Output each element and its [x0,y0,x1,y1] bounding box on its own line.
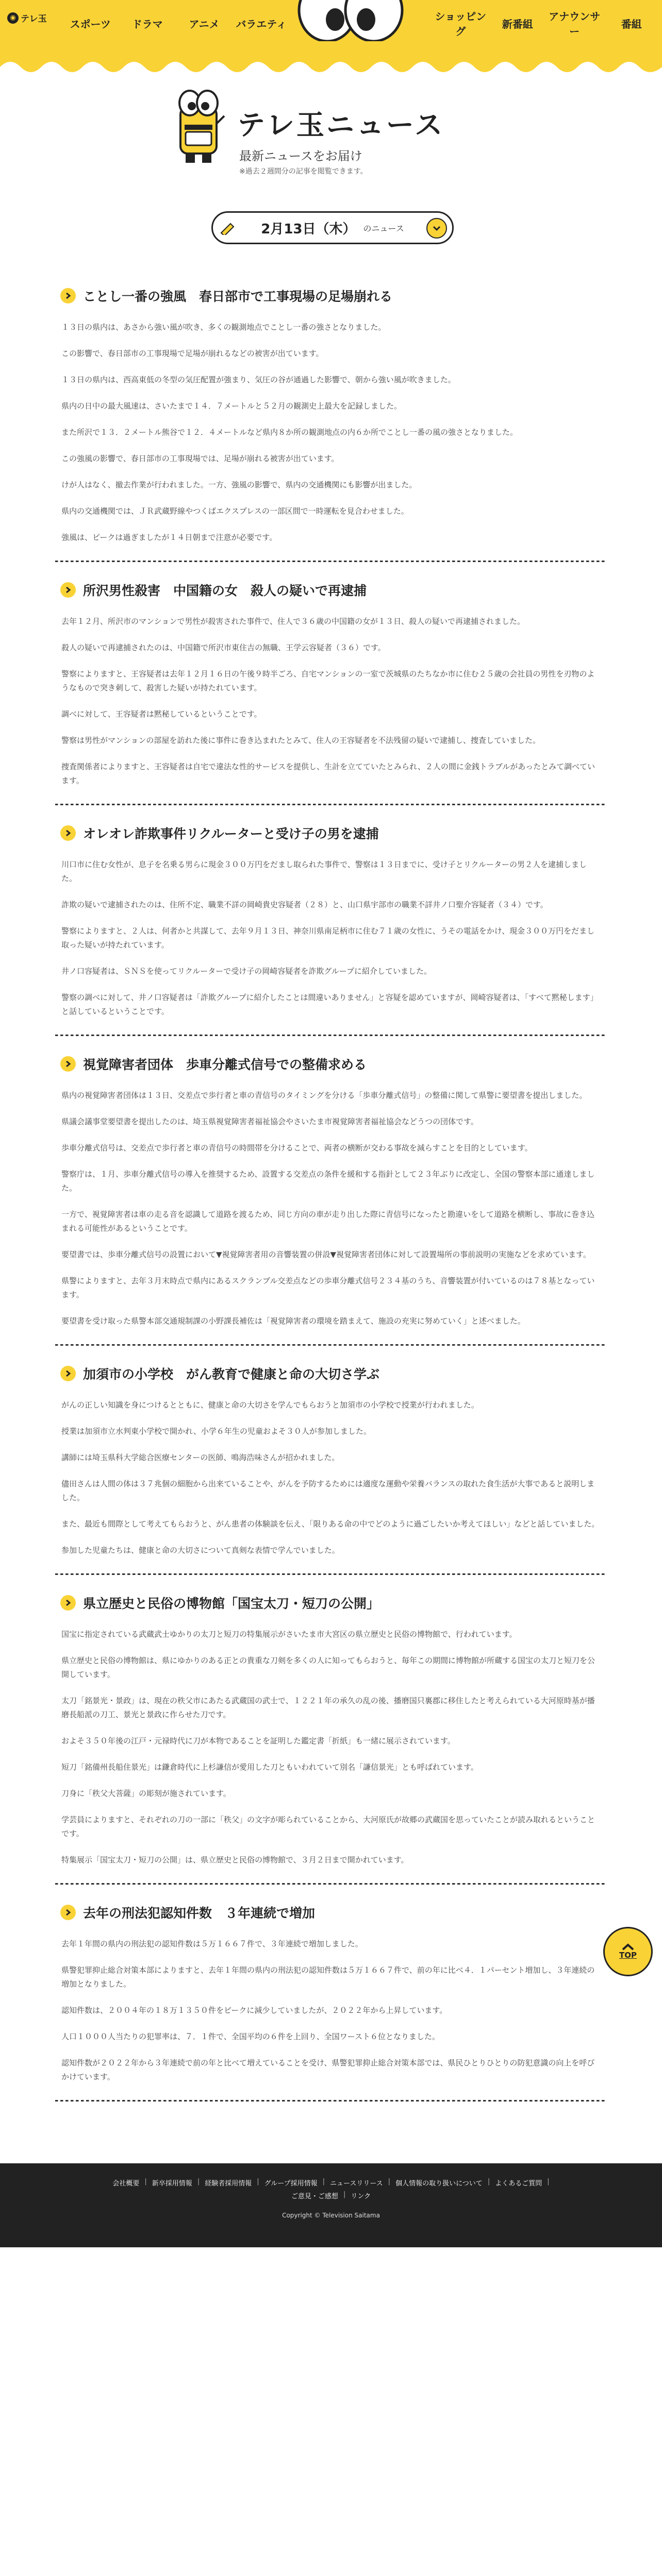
footer-link[interactable]: グループ採用情報 [264,2180,318,2188]
news-article [55,1036,607,1346]
article-paragraph: 県議会議事堂要望書を提出したのは、埼玉県視覚障害者福祉協会やさいたま市視覚障害者福祉協会などうつの団体です。 [61,1117,478,1126]
news-article [55,562,607,805]
news-article [55,268,607,562]
page-title: テレ玉ニュース [237,109,445,141]
article-paragraph: 県内の視覚障害者団体は１３日、交差点で歩行者と車の青信号のタイミングを分ける「歩車分離式信号」の整備に関して県警に要望書を提出しました。 [61,1091,587,1100]
footer-link[interactable]: 個人情報の取り扱いについて [395,2180,483,2188]
nav-item-variety[interactable]: バラエティ [236,18,287,30]
article-paragraph: 強風は、ピークは過ぎましたが１４日朝まで注意が必要です。 [61,533,277,542]
chevron-right-icon [60,1905,76,1920]
footer-link[interactable]: 経験者採用情報 [205,2180,252,2188]
article-paragraph: また所沢で１３．２メートル熊谷で１２．４メートルなど県内８か所の観測地点の内６か所でことし一番の風の強さとなりました。 [61,428,518,437]
archive-note: ※過去２週間分の記事を閲覧できます。 [239,167,368,176]
article-paragraph: 要望書を受け取った県警本部交通規制課の小野課長補佐は「視覚障害者の環境を踏まえて、施設の充実に努めていく」と述べました。 [61,1316,525,1326]
article-paragraph: 参加した児童たちは、健康と命の大切さについて真剣な表情で学んでいました。 [61,1546,340,1555]
article-paragraph: 去年１年間の県内の刑法犯の認知件数は５万１６６７件で、３年連続で増加しました。 [61,1939,363,1948]
chevron-right-icon [60,1595,76,1611]
article-paragraph: 認知件数が２０２２年から３年連続で前の年と比べて増えていることを受け、県警犯罪抑止総合対策本部では、県民ひとりひとりの防犯意識の向上を呼びかけています。 [61,2058,595,2081]
logo-mark-icon: ◉ [7,12,19,24]
copyright: Copyright © Television Saitama [282,2212,380,2219]
news-article [55,1575,607,1885]
chevron-up-icon [621,1943,635,1951]
nav-item-drama[interactable]: ドラマ [131,18,163,30]
article-paragraph: 歩車分離式信号は、交差点で歩行者と車の青信号の時間帯を分けることで、両者の横断が交わる事故を減らすことを目的としています。 [61,1143,533,1153]
header-scallop-edge [0,57,662,77]
article-paragraph: 詐欺の疑いで逮捕されたのは、住所不定、職業不詳の岡崎貴史容疑者（２８）と、山口県宇部市の職業不詳井ノ口聖介容疑者（３４）です。 [61,900,548,909]
article-paragraph: この影響で、春日部市の工事現場で足場が崩れるなどの被害が出ています。 [61,349,324,358]
pencil-icon [220,222,235,235]
article-paragraph: 県警によりますと、去年３月末時点で県内にあるスクランブル交差点などの歩車分離式信号２３４基のうち、音響装置が付いているのは７８基となっています。 [61,1276,595,1299]
nav-item-anime[interactable]: アニメ [189,18,220,30]
article-paragraph: また、最近も間際として考えてもらおうと、がん患者の体験談を伝え、「限りある命の中でどのように過ごしたいか考えてほしい」などと話していました。 [61,1519,600,1529]
chevron-down-icon[interactable] [426,218,447,239]
mascot-eyes-icon [289,0,412,41]
back-to-top-label: TOP [619,1951,637,1960]
article-title: 県立歴史と民俗の博物館「国宝太刀・短刀の公開」 [83,1596,380,1611]
nav-item-shopping[interactable]: ショッピング [435,10,487,38]
article-paragraph: 警察の調べに対して、井ノ口容疑者は「詐欺グループに紹介したことは間違いありません」と容疑を認めていますが、岡崎容疑者は、「すべて黙秘します」と話しているということです。 [61,993,598,1016]
footer-link[interactable]: 新卒採用情報 [152,2180,192,2188]
nav-item-programs[interactable]: 番組 [621,18,642,30]
article-paragraph: 太刀「銘景光・景政」は、現在の秩父市にあたる武蔵国の武士で、１２２１年の承久の乱の後、播磨国只裏郡に移住したと考えられている大河原時基が播磨長船派の刀工、景光と景政に作らせた刀です。 [61,1696,595,1719]
page-title-block [0,77,662,196]
article-paragraph: 短刀「銘備州長船住景光」は鎌倉時代に上杉謙信が愛用した刀ともいわれていて別名「謙信景光」とも呼ばれています。 [61,1762,478,1772]
article-title: オレオレ詐欺事件リクルーターと受け子の男を逮捕 [83,826,379,841]
article-paragraph: 刀身に「秩父大菩薩」の彫刻が施されています。 [61,1789,231,1798]
article-paragraph: 捜査関係者によりますと、王容疑者は自宅で違法な性的サービスを提供し、生計を立てていたとみられ、２人の間に金銭トラブルがあったとみて調べています。 [61,762,595,785]
article-paragraph: 警察によりますと、王容疑者は去年１２月１６日の午後９時半ごろ、自宅マンションの一室で茨城県のたちなか市に住む２５歳の会社員の男性を刃物のようなもので突き刺して、殺害した疑いが持たれています。 [61,669,595,692]
article-paragraph: 警察庁は、１月、歩車分離式信号の導入を推奨するため、設置する交差点の条件を緩和する指針として２３年ぶりに改定し、全国の警察本部に通達しました。 [61,1170,595,1193]
site-footer [0,2163,662,2247]
chevron-right-icon [60,1056,76,1072]
news-article [55,1346,607,1575]
article-paragraph: 川口市に住む女性が、息子を名乗る男らに現金３００万円をだまし取られた事件で、警察は１３日までに、受け子とリクルーターの男２人を逮捕しました。 [61,860,587,883]
mascot-icon [170,88,227,165]
article-paragraph: 儘田さんは人間の体は３７兆個の細胞から出来ていることや、がんを予防するためには適度な運動や栄養バランスの取れた食生活が大事であると説明しました。 [61,1479,595,1502]
article-title: 所沢男性殺害 中国籍の女 殺人の疑いで再逮捕 [83,583,367,598]
article-paragraph: がんの正しい知識を身につけるとともに、健康と命の大切さを学んでもらおうと加須市の小学校で授業が行われました。 [61,1400,479,1410]
article-paragraph: 県警犯罪抑止総合対策本部によりますと、去年１年間の県内の刑法犯の認知件数は５万１６６７件で、前の年に比べ４．１パーセント増加し、３年連続の増加となりました。 [61,1965,595,1989]
article-paragraph: 県内の日中の最大風速は、さいたまで１４．７メートルと５２月の観測史上最大を記録しました。 [61,401,402,411]
date-suffix: のニュース [363,223,404,233]
chevron-right-icon [60,582,76,598]
footer-link[interactable]: ご意見・ご感想 [291,2193,338,2200]
back-to-top-button[interactable] [603,1927,653,1976]
article-paragraph: １３日の県内は、あさから強い風が吹き、多くの観測地点でことし一番の強さとなりました。 [61,323,386,332]
nav-item-sports[interactable]: スポーツ [70,18,111,30]
chevron-right-icon [60,825,76,841]
footer-link[interactable]: 会社概要 [112,2180,140,2188]
article-paragraph: 県内の交通機関では、ＪＲ武蔵野線やつくばエクスプレスの一部区間で一時運転を見合わせました。 [61,506,409,516]
site-logo[interactable] [7,11,47,24]
article-paragraph: 特集展示「国宝太刀・短刀の公開」は、県立歴史と民俗の博物館で、３月２日まで開かれています。 [61,1855,409,1865]
nav-item-new-programs[interactable]: 新番組 [502,18,533,30]
article-paragraph: 県立歴史と民俗の博物館は、県にゆかりのある正との貴重な刀剣を多くの人に知ってもらおうと、毎年この期間に博物館が所蔵する国宝の太刀と短刀を公開しています。 [61,1656,595,1679]
footer-link[interactable]: リンク [351,2193,371,2200]
news-list [55,268,607,2102]
article-paragraph: 要望書では、歩車分離式信号の設置において▼視覚障害者用の音響装置の併設▼視覚障害者団体に対して設置場所の事前説明の実施などを求めています。 [61,1250,591,1259]
article-title: 視覚障害者団体 歩車分離式信号での整備求める [83,1057,367,1072]
article-paragraph: 認知件数は、２００４年の１８万１３５０件をピークに減少していましたが、２０２２年から上昇しています。 [61,2006,448,2015]
footer-links: 会社概要 | 新卒採用情報 | 経験者採用情報 | グループ採用情報 | ニュースリリース | 個人情報の取り扱いについて | よくあるご質問 | ご意見・ご感想 | リンク [112,2178,550,2200]
news-article [55,1885,607,2102]
logo-text: テレ玉 [21,14,47,24]
footer-link[interactable]: よくあるご質問 [495,2180,542,2188]
article-paragraph: 調べに対して、王容疑者は黙秘しているということです。 [61,709,262,719]
article-title: 去年の刑法犯認知件数 ３年連続で増加 [83,1906,316,1921]
date-selector[interactable] [211,211,454,244]
article-paragraph: 去年１２月、所沢市のマンションで男性が殺害された事件で、住人で３６歳の中国籍の女が１３日、殺人の疑いで再逮捕されました。 [61,617,525,626]
article-title: ことし一番の強風 春日部市で工事現場の足場崩れる [83,289,393,304]
article-paragraph: 国宝に指定されている武蔵武士ゆかりの太刀と短刀の特集展示がさいたま市大宮区の県立歴史と民俗の博物館で、行われています。 [61,1630,517,1639]
article-paragraph: 一方で、視覚障害者は車の走る音を認識して道路を渡るため、同じ方向の車が走り出した際に青信号になったと勘違いをして道路を横断し、事故に巻き込まれる可能性があるということです。 [61,1210,595,1233]
article-paragraph: 井ノ口容疑者は、ＳＮＳを使ってリクルーターで受け子の岡崎容疑者を詐欺グループに紹介していました。 [61,967,432,976]
article-paragraph: この強風の影響で、春日部市の工事現場では、足場が崩れる被害が出ています。 [61,454,339,463]
site-header [0,0,662,77]
page-subtitle: 最新ニュースをお届け [239,149,362,163]
article-paragraph: 警察は男性がマンションの部屋を訪れた後に事件に巻き込まれたとみて、住人の王容疑者を不法残留の疑いで逮捕し、捜査していました。 [61,736,541,745]
article-paragraph: およそ３５０年後の江戸・元禄時代に刀が本物であることを証明した鑑定書「折紙」も一緒に展示されています。 [61,1736,455,1745]
article-paragraph: 講師には埼玉県科大学総合医療センターの医師、鳴海浩味さんが招かれました。 [61,1453,340,1462]
article-paragraph: 人口１０００人当たりの犯罪率は、７．１件で、全国平均の６件を上回り、全国ワースト６位となりました。 [61,2032,440,2041]
article-paragraph: 授業は加須市立水判東小学校で開かれ、小学６年生の児童およそ３０人が参加しました。 [61,1427,371,1436]
article-paragraph: 警察によりますと、２人は、何者かと共謀して、去年９月１３日、神奈川県南足柄市に住む７１歳の女性に、うその電話をかけ、現金３００万円をだまし取った疑いが持たれています。 [61,926,595,950]
footer-link[interactable]: ニュースリリース [329,2180,383,2188]
selected-date: 2月13日（木） [261,221,356,237]
article-paragraph: １３日の県内は、西高東低の冬型の気圧配置が強まり、気圧の谷が通過した影響で、朝から強い風が吹きました。 [61,375,456,384]
article-title: 加須市の小学校 がん教育で健康と命の大切さ学ぶ [83,1367,380,1382]
chevron-right-icon [60,1366,76,1381]
chevron-right-icon [60,288,76,303]
nav-item-announcers[interactable]: アナウンサー [549,10,601,38]
article-paragraph: けが人はなく、撤去作業が行われました。一方、強風の影響で、県内の交通機関にも影響が出ました。 [61,480,417,489]
news-article [55,805,607,1036]
article-paragraph: 殺人の疑いで再逮捕されたのは、中国籍で所沢市東住吉の無職、王学云容疑者（３６）です。 [61,643,386,652]
article-paragraph: 学芸員によりますと、それぞれの刀の一部に「秩父」の文字が彫られていることから、大河原氏が故郷の武蔵国を思っていたことが読み取れるということです。 [61,1815,595,1838]
